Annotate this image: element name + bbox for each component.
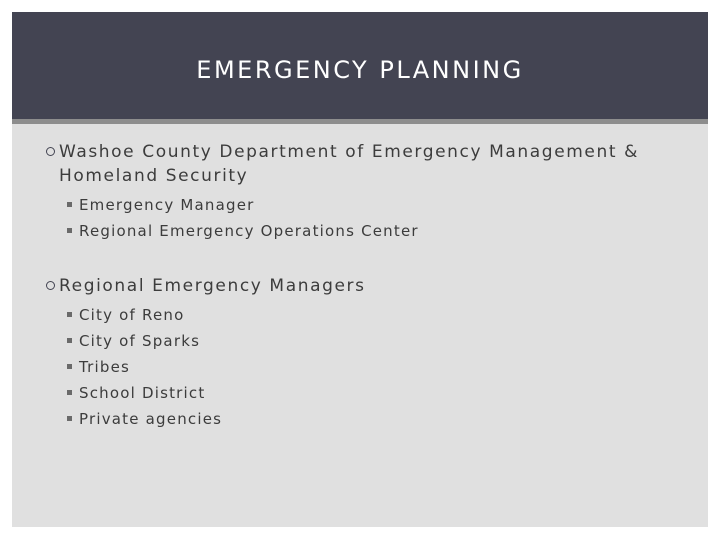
sub-bullet-item (79, 380, 708, 406)
slide (12, 12, 708, 527)
bullet-item (59, 140, 669, 188)
bullet-item (59, 274, 669, 298)
title-divider (12, 119, 708, 124)
bullet-text: Washoe County Department of Emergency Management & Homeland Security (59, 142, 639, 186)
sub-bullet-list (12, 192, 708, 244)
sub-bullet-text: Private agencies (79, 410, 223, 428)
square-bullet-icon (67, 312, 72, 317)
sub-bullet-item (79, 302, 708, 328)
sub-bullet-item (79, 406, 708, 432)
sub-bullet-item (79, 328, 708, 354)
sub-bullet-item (79, 192, 708, 218)
square-bullet-icon (67, 390, 72, 395)
square-bullet-icon (67, 416, 72, 421)
slide-content (12, 140, 708, 432)
sub-bullet-text: Tribes (79, 358, 131, 376)
circle-bullet-icon (46, 147, 55, 156)
sub-bullet-item (79, 354, 708, 380)
circle-bullet-icon (46, 281, 55, 290)
square-bullet-icon (67, 364, 72, 369)
sub-bullet-text: School District (79, 384, 206, 402)
sub-bullet-text: City of Reno (79, 306, 185, 324)
title-bar (12, 12, 708, 119)
sub-bullet-text: Emergency Manager (79, 196, 255, 214)
square-bullet-icon (67, 338, 72, 343)
square-bullet-icon (67, 228, 72, 233)
bullet-group (12, 274, 708, 432)
sub-bullet-list (12, 302, 708, 432)
sub-bullet-text: City of Sparks (79, 332, 201, 350)
bullet-group (12, 140, 708, 244)
sub-bullet-text: Regional Emergency Operations Center (79, 222, 419, 240)
slide-title: EMERGENCY PLANNING (196, 56, 524, 84)
sub-bullet-item (79, 218, 708, 244)
square-bullet-icon (67, 202, 72, 207)
bullet-text: Regional Emergency Managers (59, 276, 366, 296)
